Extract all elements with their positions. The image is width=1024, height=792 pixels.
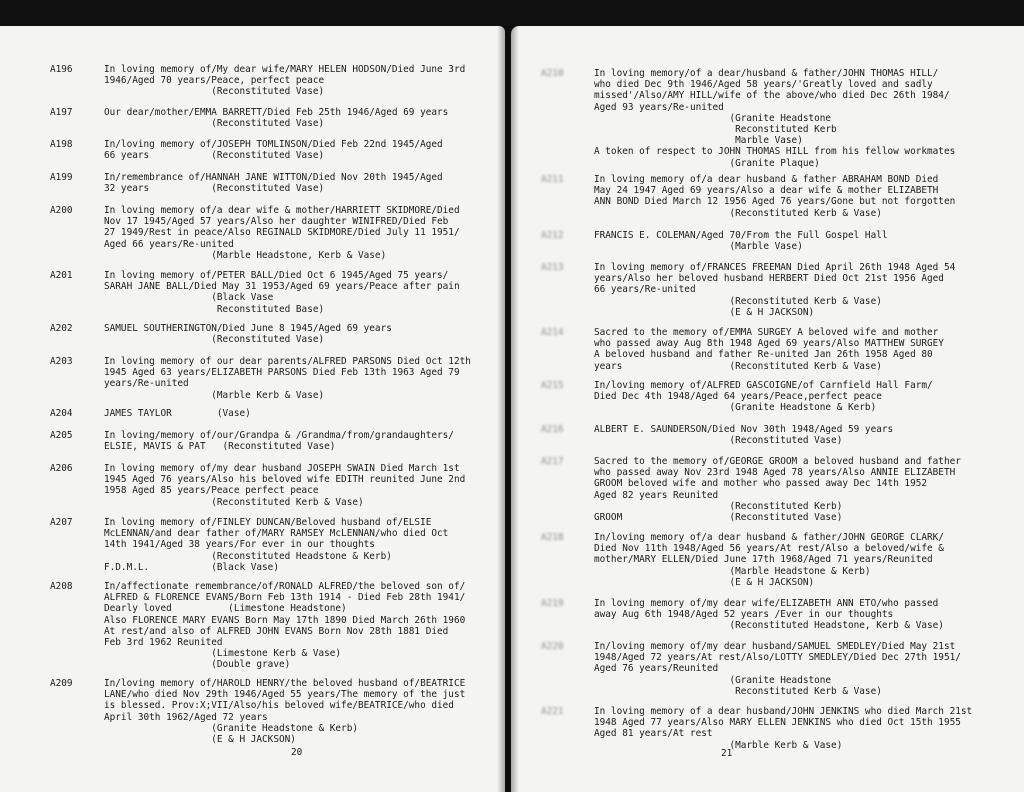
entry-code: A204 (50, 408, 73, 419)
entry-text: In/loving memory of/my dear husband/SAMUEL SMEDLEY/Died May 21st 1948/Aged 72 years/At rest/Also/LOTTY SMEDLEY/Died Dec 27th 1951/ Aged 76 years/Reunited (Granite Headstone Reconstituted Kerb & Vase) (594, 641, 961, 697)
entry-text: In/loving memory of/ALFRED GASCOIGNE/of Carnfield Hall Farm/ Died Dec 4th 1948/Aged 64 years/Peace,perfect peace (Granite Headstone & Kerb) (594, 380, 933, 414)
entry-code: A208 (50, 581, 73, 592)
entry-text: In/remembrance of/HANNAH JANE WITTON/Died Nov 20th 1945/Aged 32 years (Reconstituted Vase) (104, 172, 443, 195)
entry-text: In/affectionate remembrance/of/RONALD ALFRED/the beloved son of/ ALFRED & FLORENCE EVANS/Born Feb 13th 1914 - Died Feb 28th 1941/ Dearly loved (Limestone Headstone) Also FLORENCE MARY EVANS Born May 17th 1890 Died March 26th 1960 At rest/and also of ALFRED JOHN EVANS Born Nov 28th 1881 Died Feb 3rd 1962 Reunited (Limestone Kerb & Vase) (Double grave) (104, 581, 466, 671)
entry-code: A202 (50, 323, 73, 334)
entry-text: In loving memory/of a dear/husband & father/JOHN THOMAS HILL/ who died Dec 9th 1946/Aged 58 years/'Greatly loved and sadly missed'/Also/AMY HILL/wife of the above/who died Dec 26th 1984/ Aged 93 years/Re-united (Granite Headstone Reconstituted Kerb Marble Vase) A token of respect to JOHN THOMAS HILL from his fellow workmates (Granite Plaque) (594, 68, 956, 169)
book-gutter-shadow (497, 26, 519, 792)
entry-code: A213 (541, 262, 564, 273)
entry-text: In loving memory of a dear husband/JOHN JENKINS who died March 21st 1948 Aged 77 years/Also MARY ELLEN JENKINS who died Oct 15th 1955 Aged 81 years/At rest (Marble Kerb & Vase) (594, 706, 973, 751)
entry-code: A196 (50, 64, 73, 75)
page-number: 21 (721, 748, 733, 759)
entry-code: A201 (50, 270, 73, 281)
entry-text: Sacred to the memory of/EMMA SURGEY A beloved wife and mother who passed away Aug 8th 1948 Aged 69 years/Also MATTHEW SURGEY A beloved husband and father Re-united Jan 26th 1958 Aged 80 years (Reconstituted Kerb & Vase) (594, 327, 944, 372)
entry-code: A200 (50, 205, 73, 216)
left-page (0, 26, 505, 792)
entry-code: A206 (50, 463, 73, 474)
entry-text: In loving memory of/My dear wife/MARY HELEN HODSON/Died June 3rd 1946/Aged 70 years/Peace, perfect peace (Reconstituted Vase) (104, 64, 466, 98)
entry-text: FRANCIS E. COLEMAN/Aged 70/From the Full Gospel Hall (Marble Vase) (594, 230, 888, 253)
entry-text: JAMES TAYLOR (Vase) (104, 408, 251, 419)
entry-code: A205 (50, 430, 73, 441)
entry-code: A212 (541, 230, 564, 241)
entry-code: A214 (541, 327, 564, 338)
entry-code: A221 (541, 706, 564, 717)
entry-code: A218 (541, 532, 564, 543)
entry-text: In loving memory of/my dear wife/ELIZABETH ANN ETO/who passed away Aug 6th 1948/Aged 52 years /Ever in our thoughts (Reconstituted Headstone, Kerb & Vase) (594, 598, 944, 632)
entry-text: SAMUEL SOUTHERINGTON/Died June 8 1945/Aged 69 years (Reconstituted Vase) (104, 323, 392, 346)
entry-text: ALBERT E. SAUNDERSON/Died Nov 30th 1948/Aged 59 years (Reconstituted Vase) (594, 424, 894, 447)
entry-text: In loving memory of/FINLEY DUNCAN/Beloved husband of/ELSIE McLENNAN/and dear father of/MARY RAMSEY McLENNAN/who died Oct 14th 1941/Aged 38 years/For ever in our thoughts (Reconstituted Headstone & Kerb) F.D.M.L. (Black Vase) (104, 517, 449, 573)
entry-text: In loving memory of/a dear wife & mother/HARRIETT SKIDMORE/Died Nov 17 1945/Aged 57 years/Also her daughter WINIFRED/Died Feb 27 1949/Rest in peace/Also REGINALD SKIDMORE/Died July 11 1951/ Aged 66 years/Re-united (Marble Headstone, Kerb & Vase) (104, 205, 460, 261)
entry-code: A209 (50, 678, 73, 689)
entry-text: Our dear/mother/EMMA BARRETT/Died Feb 25th 1946/Aged 69 years (Reconstituted Vase) (104, 107, 449, 130)
scan-top-edge (0, 0, 1024, 28)
entry-code: A197 (50, 107, 73, 118)
entry-text: In/loving memory of/HAROLD HENRY/the beloved husband of/BEATRICE LANE/who died Nov 29th 1946/Aged 55 years/The memory of the just is blessed. Prov:X;VII/Also/his beloved wife/BEATRICE/who died April 30th 1962/Aged 72 years (Granite Headstone & Kerb) (E & H JACKSON) (104, 678, 466, 746)
entry-text: Sacred to the memory of/GEORGE GROOM a beloved husband and father who passed away Nov 23rd 1948 Aged 78 years/Also ANNIE ELIZABETH GROOM beloved wife and mother who passed away Dec 14th 1952 Aged 82 years Reunited (Reconstituted Kerb) GROOM (Reconstituted Vase) (594, 456, 961, 524)
entry-text: In loving memory of/my dear husband JOSEPH SWAIN Died March 1st 1945 Aged 76 years/Also his beloved wife EDITH reunited June 2nd 1958 Aged 85 years/Peace perfect peace (Reconstituted Kerb & Vase) (104, 463, 466, 508)
entry-code: A216 (541, 424, 564, 435)
right-page (511, 26, 1024, 792)
entry-code: A219 (541, 598, 564, 609)
entry-text: In loving/memory of/our/Grandpa & /Grandma/from/grandaughters/ ELSIE, MAVIS & PAT (Reconstituted Vase) (104, 430, 454, 453)
entry-code: A199 (50, 172, 73, 183)
entry-code: A217 (541, 456, 564, 467)
entry-code: A198 (50, 139, 73, 150)
entry-text: In loving memory of/PETER BALL/Died Oct 6 1945/Aged 75 years/ SARAH JANE BALL/Died May 31 1953/Aged 69 years/Peace after pain (Black Vase Reconstituted Base) (104, 270, 460, 315)
entry-code: A220 (541, 641, 564, 652)
entry-code: A211 (541, 174, 564, 185)
entry-text: In/loving memory of/JOSEPH TOMLINSON/Died Feb 22nd 1945/Aged 66 years (Reconstituted Vase) (104, 139, 443, 162)
entry-text: In loving memory of our dear parents/ALFRED PARSONS Died Oct 12th 1945 Aged 63 years/ELIZABETH PARSONS Died Feb 13th 1963 Aged 79 years/Re-united (Marble Kerb & Vase) (104, 356, 471, 401)
entry-code: A215 (541, 380, 564, 391)
entry-text: In loving memory of/a dear husband & father ABRAHAM BOND Died May 24 1947 Aged 69 years/Also a dear wife & mother ELIZABETH ANN BOND Died March 12 1956 Aged 76 years/Gone but not forgotten (Reconstituted Kerb & Vase) (594, 174, 956, 219)
entry-code: A207 (50, 517, 73, 528)
entry-text: In/loving memory of/a dear husband & father/JOHN GEORGE CLARK/ Died Nov 11th 1948/Aged 56 years/At rest/Also a beloved/wife & mother/MARY ELLEN/Died June 17th 1968/Aged 71 years/Reunited (Marble Headstone & Kerb) (E & H JACKSON) (594, 532, 944, 588)
entry-code: A210 (541, 68, 564, 79)
entry-text: In loving memory of/FRANCES FREEMAN Died April 26th 1948 Aged 54 years/Also her beloved husband HERBERT Died Oct 21st 1956 Aged 66 years/Re-united (Reconstituted Kerb & Vase) (E & H JACKSON) (594, 262, 956, 318)
page-number: 20 (291, 747, 303, 758)
entry-code: A203 (50, 356, 73, 367)
